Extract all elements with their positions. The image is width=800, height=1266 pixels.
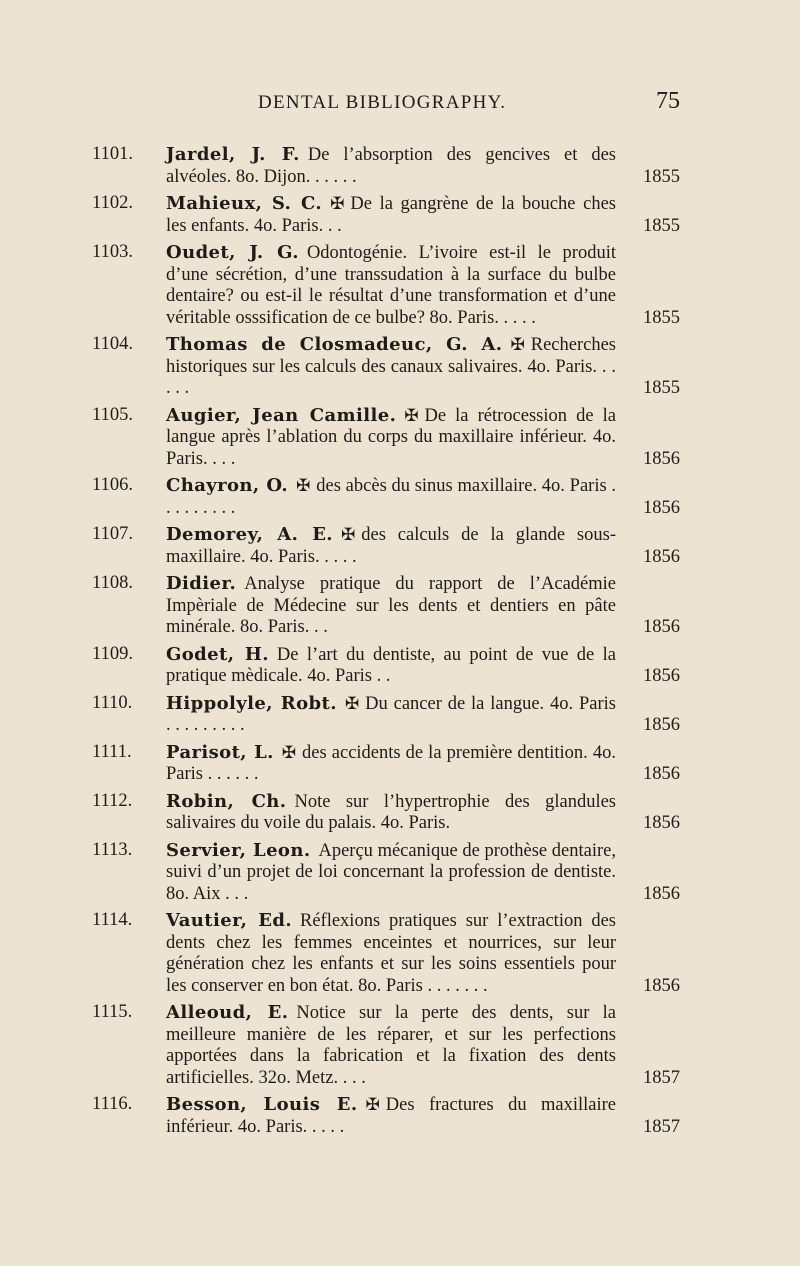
entry-author: Robin, Ch. [166,790,287,812]
entry-author: Augier, Jean Camille. [166,404,397,426]
entry-year: 1855 [643,215,680,236]
entry-number: 1107. [92,524,133,544]
entry-number: 1101. [92,144,133,164]
bibliography-entry [0,524,800,568]
entry-number: 1111. [92,741,132,762]
bibliography-entry [0,193,800,237]
entry-year: 1857 [643,1067,680,1088]
entry-number: 1108. [92,573,133,593]
entry-year: 1856 [643,715,680,735]
entry-year: 1855 [643,307,680,328]
bibliography-entry [0,910,800,997]
entry-title: Odontogénie. L’ivoire est-il le produit d’une sécrétion, d’une transsudation à la surface du bulbe dentaire? ou est-il le résultat d’une transformation et d’une véritable osssification de ce bulbe? 8o. Paris. . . . . [166,243,616,328]
maltese-cross-icon: ✠ [344,693,360,714]
entry-title: des abcès du sinus maxillaire. 4o. Paris . . . . . . . . . [166,476,617,518]
entry-year: 1855 [643,378,680,398]
bibliography-entry [0,693,800,737]
entry-body [166,1094,616,1138]
entry-number: 1103. [92,242,133,262]
bibliography-entry [0,475,800,519]
entry-number: 1105. [92,404,133,425]
entry-author: Mahieux, S. C. [166,193,323,214]
entry-number: 1104. [92,334,133,354]
entry-body [166,910,616,997]
entry-author: Demorey, A. E. [166,524,333,545]
entry-title: De l’absorption des gencives et des alvéoles. 8o. Dijon. . . . . . [166,145,616,187]
page-header [0,88,800,122]
entry-year: 1856 [643,546,680,567]
entry-author: Didier. [166,573,237,594]
entry-title: Aperçu mécanique de prothèse dentaire, suivi d’un projet de loi concernant la profession de dentiste. 8o. Aix . . . [166,840,616,904]
entry-year: 1857 [643,1116,680,1137]
entry-body [166,573,616,639]
entry-author: Besson, Louis E. [166,1094,358,1115]
entry-body [166,840,616,906]
entry-year: 1856 [643,764,680,784]
maltese-cross-icon: ✠ [404,405,419,426]
bibliography-entry [0,644,800,688]
entry-title: De l’art du dentiste, au point de vue de la pratique mèdicale. 4o. Paris . . [166,644,617,686]
entry-number: 1112. [92,790,133,811]
maltese-cross-icon: ✠ [510,335,525,355]
maltese-cross-icon: ✠ [296,476,311,496]
entry-body [166,644,616,688]
bibliography-entry [0,1002,800,1089]
maltese-cross-icon: ✠ [340,525,356,545]
entry-body [166,144,616,188]
page-number: 75 [656,88,680,114]
entry-year: 1856 [643,497,680,518]
entry-number: 1106. [92,475,133,495]
bibliography-entry [0,573,800,639]
entry-body [166,524,616,568]
entry-title: Note sur l’hypertrophie des glandules salivaires du voile du palais. 4o. Paris. [166,791,616,833]
entry-author: Servier, Leon. [166,839,311,861]
entry-year: 1856 [643,666,680,686]
entry-title: Des fractures du maxillaire inférieur. 4o. Paris. . . . . [166,1095,616,1137]
entry-title: Réflexions pratiques sur l’extraction des dents chez les femmes enceintes et nourrices, sur leur génération chez les enfants et sur les soins essentiels pour les conserver en bon état. 8o. Paris . . . . . . . [166,911,616,996]
entry-year: 1856 [643,813,680,833]
entry-body [166,742,616,786]
entry-body [166,791,616,835]
entry-body [166,193,616,237]
entry-number: 1115. [92,1002,133,1022]
entry-year: 1856 [643,975,680,996]
entry-title: Analyse pratique du rapport de l’Académie Impèriale de Médecine sur les dents et dentiers en pâte minérale. 8o. Paris. . . [166,574,616,637]
entry-year: 1856 [643,883,680,904]
bibliography-entry [0,791,800,835]
maltese-cross-icon: ✠ [281,742,297,763]
entry-author: Hippolyle, Robt. [166,692,337,714]
bibliography-list [0,144,800,1143]
entry-body [166,1002,616,1089]
entry-number: 1109. [92,643,133,664]
bibliography-entry [0,144,800,188]
entry-author: Oudet, J. G. [166,242,299,263]
bibliography-entry [0,405,800,471]
bibliography-entry [0,1094,800,1138]
entry-title: des accidents de la première dentition. 4o. Paris . . . . . . [166,742,616,784]
entry-author: Chayron, O. [166,475,289,496]
entry-body [166,334,616,400]
entry-title: De la gangrène de la bouche ches les enfants. 4o. Paris. . . [166,194,616,236]
maltese-cross-icon: ✠ [365,1095,380,1115]
entry-author: Thomas de Closmadeuc, G. A. [166,334,503,355]
bibliography-entry [0,242,800,329]
entry-title: Du cancer de la langue. 4o. Paris . . . . . . . . . [166,693,616,735]
bibliography-entry [0,840,800,906]
entry-title: Notice sur la perte des dents, sur la meilleure manière de les réparer, et sur les perfections apportées dans la fabrication et la fixation des dents artificielles. 32o. Metz. . . . [166,1003,616,1088]
entry-number: 1116. [92,1094,133,1114]
entry-author: Alleoud, E. [166,1002,289,1023]
running-head: DENTAL BIBLIOGRAPHY. [258,92,507,113]
entry-title: des calculs de la glande sous-maxillaire. 4o. Paris. . . . . [166,525,616,567]
bibliography-entry [0,742,800,786]
entry-year: 1856 [643,448,680,469]
entry-body [166,242,616,329]
entry-author: Parisot, L. [166,741,274,763]
maltese-cross-icon: ✠ [330,194,345,214]
entry-title: De la rétrocession de la langue après l’ablation du corps du maxillaire inférieur. 4o. Paris. . . . [166,405,616,469]
entry-year: 1855 [643,166,680,187]
entry-author: Jardel, J. F. [166,144,300,165]
entry-year: 1856 [643,617,680,637]
entry-number: 1110. [92,692,133,713]
entry-title: Recherches historiques sur les calculs des canaux salivaires. 4o. Paris. . . . . . [166,335,616,398]
entry-number: 1113. [92,839,133,860]
entry-body [166,475,616,519]
entry-number: 1114. [92,910,133,930]
entry-body [166,693,616,737]
entry-number: 1102. [92,193,133,213]
entry-body [166,405,616,471]
entry-author: Godet, H. [166,643,269,665]
entry-author: Vautier, Ed. [166,910,292,931]
bibliography-entry [0,334,800,400]
